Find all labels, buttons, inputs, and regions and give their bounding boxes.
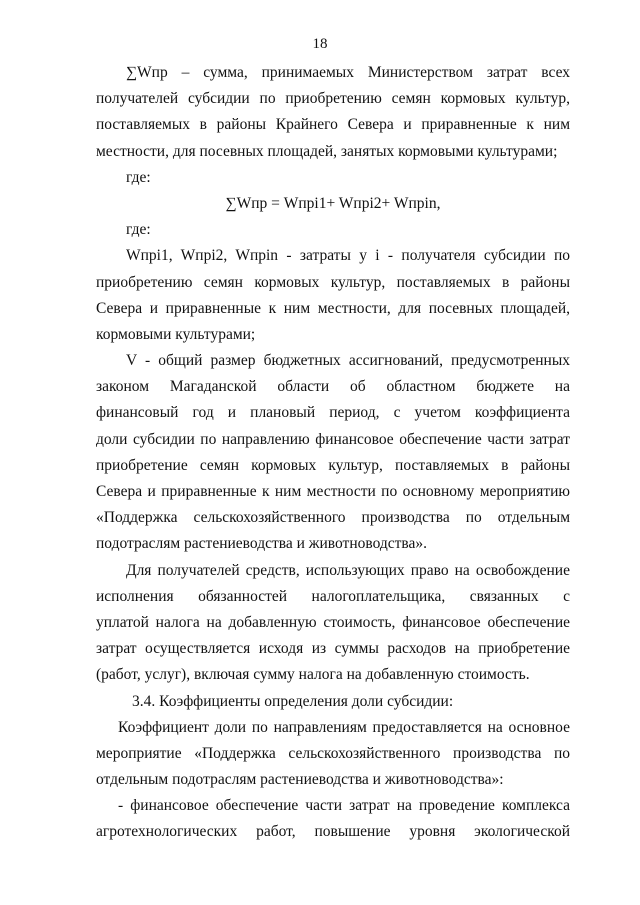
- text-line: приобретению семян кормовых культур, поставляемых в районы: [96, 273, 570, 291]
- text-line: где:: [126, 168, 151, 186]
- text-line: мероприятие «Поддержка сельскохозяйственного производства по: [96, 744, 570, 762]
- text-line: отдельным подотраслям растениеводства и животноводства»:: [96, 771, 504, 789]
- text-line: получателей субсидии по приобретению семян кормовых культур,: [96, 90, 570, 108]
- text-line: - финансовое обеспечение части затрат на проведение комплекса: [118, 797, 570, 815]
- text-line: где:: [126, 221, 151, 239]
- text-line: Севера и приравненные к ним местности по основному мероприятию: [96, 483, 570, 500]
- page-number: 18: [312, 36, 328, 52]
- text-line: финансовый год и плановый период, с учетом коэффициента: [96, 404, 570, 422]
- text-line: уплатой налога на добавленную стоимость, финансовое обеспечение: [96, 613, 570, 631]
- text-line: V - общий размер бюджетных ассигнований, предусмотренных: [126, 352, 570, 370]
- text-line: исполнения обязанностей налогоплательщика, связанных с: [96, 587, 570, 605]
- text-line: «Поддержка сельскохозяйственного производства по отдельным: [96, 509, 570, 527]
- text-line: подотраслям растениеводства и животноводства».: [96, 535, 428, 553]
- text-line: Wпрi1, Wпрi2, Wпрin - затраты у i - получателя субсидии по: [126, 247, 570, 265]
- text-line: кормовыми культурами;: [96, 325, 256, 343]
- text-line: ∑Wпр = Wпрi1+ Wпрi2+ Wпрin,: [225, 194, 441, 212]
- text-line: поставляемых в районы Крайнего Севера и приравненные к ним: [96, 116, 570, 134]
- text-line: агротехнологических работ, повышение уровня экологической: [96, 823, 570, 841]
- text-line: местности, для посевных площадей, занятых кормовыми культурами;: [96, 142, 558, 160]
- text-line: доли субсидии по направлению финансовое обеспечение части затрат: [96, 430, 570, 448]
- text-line: приобретение семян кормовых культур, поставляемых в районы: [96, 456, 570, 474]
- text-line: Для получателей средств, использующих право на освобождение: [126, 561, 570, 579]
- text-line: Коэффициент доли по направлениям предоставляется на основное: [118, 718, 570, 736]
- document-body: [96, 60, 570, 846]
- text-line: Севера и приравненные к ним местности, для посевных площадей,: [96, 299, 570, 317]
- text-line: ∑Wпр – сумма, принимаемых Министерством затрат всех: [126, 64, 570, 81]
- text-line: 3.4. Коэффициенты определения доли субсидии:: [132, 692, 454, 710]
- text-line: законом Магаданской области об областном бюджете на: [96, 378, 570, 396]
- text-line: (работ, услуг), включая сумму налога на добавленную стоимость.: [96, 666, 530, 684]
- text-line: затрат осуществляется исходя из суммы расходов на приобретение: [96, 640, 570, 658]
